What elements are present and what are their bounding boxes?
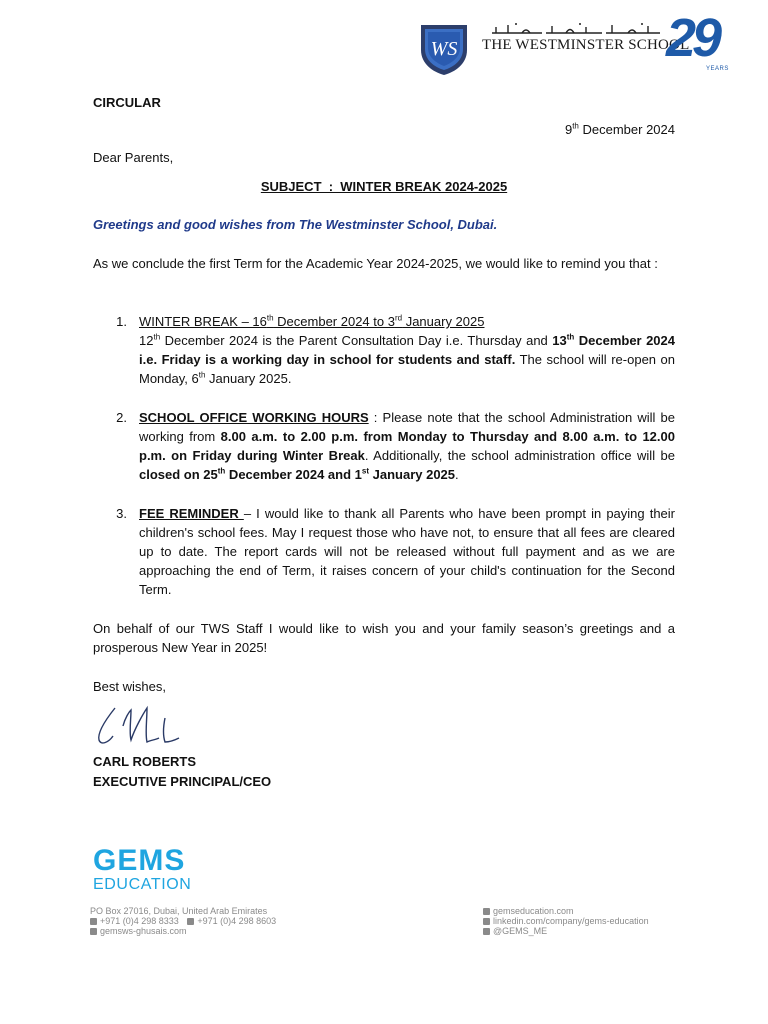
twitter-icon <box>483 928 490 935</box>
greeting-line: Greetings and good wishes from The Westminster School, Dubai. <box>93 217 498 232</box>
footer-website: gemseducation.com <box>483 906 574 916</box>
list-item-number: 1. <box>116 314 127 329</box>
list-item-office-hours: SCHOOL OFFICE WORKING HOURS : Please note that the school Administration will be working from 8.00 a.m. to 2.00 p.m. from Monday to Thursday and 8.00 a.m. to 12.00 p.m. on Friday during Winter Break. Additionally, the school administration office will be closed on 25th December 2024 and 1st January 2025. <box>139 410 675 482</box>
footer-school-site: gemsws-ghusais.com <box>90 926 187 936</box>
subject-line: SUBJECT : WINTER BREAK 2024-2025 <box>260 179 508 194</box>
gems-logo: GEMS <box>93 844 186 877</box>
globe-icon <box>483 908 490 915</box>
anniversary-number: 29 <box>666 8 719 68</box>
gems-logo-subtitle: EDUCATION <box>93 876 192 893</box>
phone-icon <box>90 918 97 925</box>
salutation: Dear Parents, <box>93 150 174 165</box>
list-item-fee-reminder: FEE REMINDER – I would like to thank all Parents who have been prompt in paying their children's school fees. May I request those who have not, to ensure that all fees are cleared up to date. The report cards will not be released without full payment and as we are approaching the end of Term, it raises concern of your child's continuation for the Second Term. <box>139 506 676 597</box>
linkedin-icon <box>483 918 490 925</box>
signoff: Best wishes, <box>93 679 166 694</box>
signer-title: EXECUTIVE PRINCIPAL/CEO <box>93 774 272 789</box>
footer-address: PO Box 27016, Dubai, United Arab Emirates <box>90 906 268 916</box>
fax-icon <box>187 918 194 925</box>
school-name: THE WESTMINSTER SCHOOL <box>482 37 690 53</box>
office-hours-heading: SCHOOL OFFICE WORKING HOURS <box>139 410 369 425</box>
school-crest-logo <box>417 22 471 76</box>
principal-signature <box>93 700 188 750</box>
circular-label: CIRCULAR <box>93 95 161 110</box>
footer-phone-line: +971 (0)4 298 8333 +971 (0)4 298 8603 <box>90 916 276 926</box>
footer-linkedin: linkedin.com/company/gems-education <box>483 916 649 926</box>
anniversary-years-label: YEARS <box>706 66 729 72</box>
arabic-school-name-script <box>482 21 664 37</box>
closing-paragraph: On behalf of our TWS Staff I would like to wish you and your family season’s greetings and a prosperous New Year in 2025! <box>93 621 675 655</box>
list-item-winter-break: WINTER BREAK – 16th December 2024 to 3rd January 2025 12th December 2024 is the Parent Consultation Day i.e. Thursday and 13th December 2024 i.e. Friday is a working day in school for students and staff. The school will re-open on Monday, 6th January 2025. <box>139 313 676 386</box>
winter-break-heading: WINTER BREAK – 16th December 2024 to 3rd January 2025 <box>139 313 485 329</box>
letter-date: 9th December 2024 <box>564 121 675 137</box>
globe-icon <box>90 928 97 935</box>
fee-reminder-heading: FEE REMINDER <box>139 506 244 521</box>
footer-twitter: @GEMS_ME <box>483 926 547 936</box>
signer-name: CARL ROBERTS <box>93 754 197 769</box>
shield-monogram: WS <box>430 38 458 60</box>
list-item-number: 3. <box>116 506 127 521</box>
list-item-number: 2. <box>116 410 127 425</box>
intro-paragraph: As we conclude the first Term for the Academic Year 2024-2025, we would like to remind you that : <box>93 256 658 271</box>
